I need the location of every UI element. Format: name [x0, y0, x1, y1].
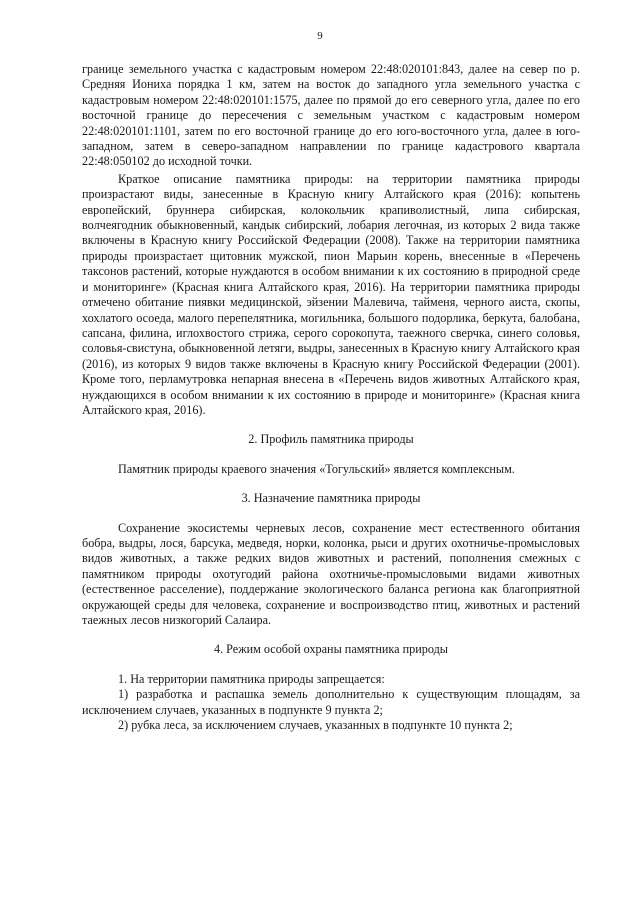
section-heading-purpose: 3. Назначение памятника природы [241, 491, 421, 506]
boundary-description-paragraph: границе земельного участка с кадастровым номером 22:48:020101:843, далее на север по р. Средняя Иониха порядка 1 км, затем на восток до западного угла земельного участка с кадастровым номером 22:48:020101:1575, далее по прямой до его северного угла, далее по его восточной границе до пересечения с земельным участком с кадастровым номером 22:48:020101:1101, затем по его восточной границе до его юго-восточного угла, далее в юго-западном, затем в северо-западном направлении по границе кадастрового квартала 22:48:050102 до исходной точки. [82, 62, 580, 169]
short-description-paragraph: Краткое описание памятника природы: на территории памятника природы произрастают виды, занесенные в Красную книгу Алтайского края (2016): копытень европейский, бруннера сибирская, колокольчик крапиволистный, липа сибирская, волчеягодник обыкновенный, кандык сибирский, лобария легочная, из которых 2 вида также включены в Красную книгу Российской Федерации (2008). Также на территории памятника природы произрастает щитовник мужской, пион Марьин корень, внесенные в «Перечень таксонов растений, которые нуждаются в особом внимании к их состоянию в природной среде и мониторинге» (Красная книга Алтайского края, 2016). На территории памятника природы отмечено обитание пиявки медицинской, эйзении Малевича, тайменя, черного аиста, скопы, хохлатого осоеда, малого перепелятника, могильника, большого подорлика, беркута, балобана, сапсана, филина, иглохвостого стрижа, серого сорокопута, таежного сверчка, синего соловья, соловья-свистуна, обыкновенной летяги, выдры, занесенных в Красную книгу Алтайского края (2016), из которых 9 видов также включены в Красную книгу Российской Федерации (2001). Кроме того, перламутровка непарная внесена в «Перечень видов животных Алтайского края, нуждающихся в особом внимании к их состоянию в природе и мониторинге» (Красная книга Алтайского края, 2016). [82, 171, 580, 417]
section-heading-protection-regime: 4. Режим особой охраны памятника природы [213, 642, 448, 657]
purpose-paragraph: Сохранение экосистемы черневых лесов, сохранение мест естественного обитания бобра, выдры, лося, барсука, медведя, норки, колонка, рыси и других охотничье-промысловых видов животных, а также редких видов животных и растений, пополнения смежных с памятником природы охотугодий района охотничье-промысловыми видами животных (естественное расселение), поддержание экологического баланса региона как благоприятной окружающей среды для человека, сохранение и воспроизводство птиц, животных и растений таежных лесов низкогорий Салаира. [82, 520, 580, 627]
section-heading-profile: 2. Профиль памятника природы [248, 432, 414, 447]
prohibitions-intro: 1. На территории памятника природы запрещается: [118, 671, 385, 686]
prohibition-item-2: 2) рубка леса, за исключением случаев, указанных в подпункте 10 пункта 2; [118, 718, 513, 733]
document-body [82, 62, 580, 733]
page-number: 9 [317, 30, 323, 42]
profile-paragraph: Памятник природы краевого значения «Тогульский» является комплексным. [118, 461, 515, 476]
prohibition-item-1: 1) разработка и распашка земель дополнительно к существующим площадям, за исключением случаев, указанных в подпункте 9 пункта 2; [82, 687, 580, 717]
